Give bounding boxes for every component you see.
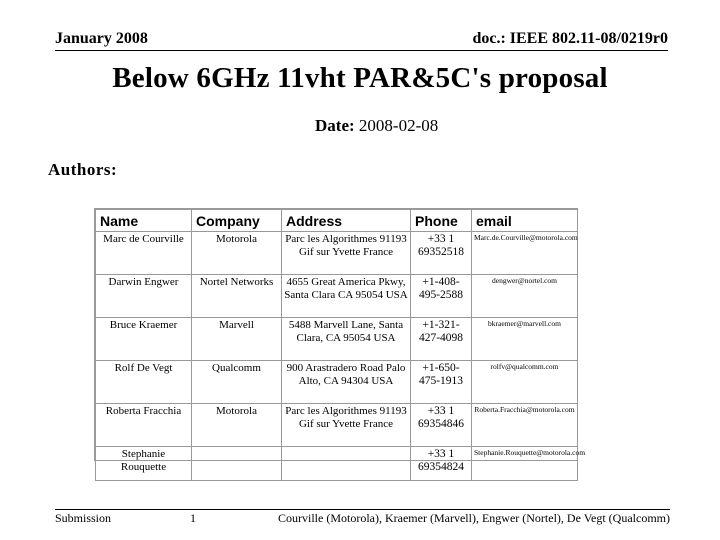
cell-phone: +33 1 69354824 [411,447,472,481]
cell-address: Parc les Algorithmes 91193 Gif sur Yvette France [282,404,411,447]
cell-email: Stephanie.Rouquette@motorola.com [472,447,578,481]
cell-address [282,447,411,481]
cell-email: Marc.de.Courville@motorola.com [472,232,578,275]
date-label: Date: [315,116,355,135]
cell-name: Stephanie Rouquette [96,447,192,481]
table-row [96,318,578,361]
cell-email: bkraemer@marvell.com [472,318,578,361]
header-divider [55,50,668,51]
cell-name: Bruce Kraemer [96,318,192,361]
cell-phone: +1-321-427-4098 [411,318,472,361]
footer-submission: Submission [55,511,112,525]
date-line [315,116,438,136]
cell-phone: +1-408-495-2588 [411,275,472,318]
header-date: January 2008 [55,30,148,47]
cell-name: Rolf De Vegt [96,361,192,404]
table-row [96,232,578,275]
date-value: 2008-02-08 [358,116,439,135]
cell-name: Darwin Engwer [96,275,192,318]
table-header-row [96,210,578,232]
cell-name: Roberta Fracchia [96,404,192,447]
table-row [96,447,578,481]
cell-phone: +33 1 69354846 [411,404,472,447]
cell-name: Marc de Courville [96,232,192,275]
table-row [96,404,578,447]
cell-email: rolfv@qualcomm.com [472,361,578,404]
cell-email: dengwer@nortel.com [472,275,578,318]
column-header-name: Name [96,210,192,232]
cell-company: Qualcomm [192,361,282,404]
cell-address: Parc les Algorithmes 91193 Gif sur Yvette France [282,232,411,275]
table-row [96,361,578,404]
cell-address: 900 Arastradero Road Palo Alto, CA 94304 USA [282,361,411,404]
footer-divider [55,509,670,510]
footer-page-number: 1 [190,511,196,525]
authors-table [95,209,586,481]
cell-company: Marvell [192,318,282,361]
authors-heading: Authors: [48,160,118,179]
cell-phone: +1-650-475-1913 [411,361,472,404]
cell-address: 4655 Great America Pkwy, Santa Clara CA 95054 USA [282,275,411,318]
column-header-company: Company [192,210,282,232]
cell-company [192,447,282,481]
cell-address: 5488 Marvell Lane, Santa Clara, CA 95054 USA [282,318,411,361]
cell-company: Motorola [192,404,282,447]
cell-company: Nortel Networks [192,275,282,318]
cell-phone: +33 1 69352518 [411,232,472,275]
header-doc-number: doc.: IEEE 802.11-08/0219r0 [472,30,668,47]
column-header-address: Address [282,210,411,232]
column-header-email: email [472,210,578,232]
column-header-phone: Phone [411,210,472,232]
slide-title: Below 6GHz 11vht PAR&5C's proposal [112,62,608,94]
authors-table-container [94,208,586,473]
cell-email: Roberta.Fracchia@motorola.com [472,404,578,447]
cell-company: Motorola [192,232,282,275]
footer-authors: Courville (Motorola), Kraemer (Marvell), Engwer (Nortel), De Vegt (Qualcomm) [278,511,670,525]
table-row [96,275,578,318]
